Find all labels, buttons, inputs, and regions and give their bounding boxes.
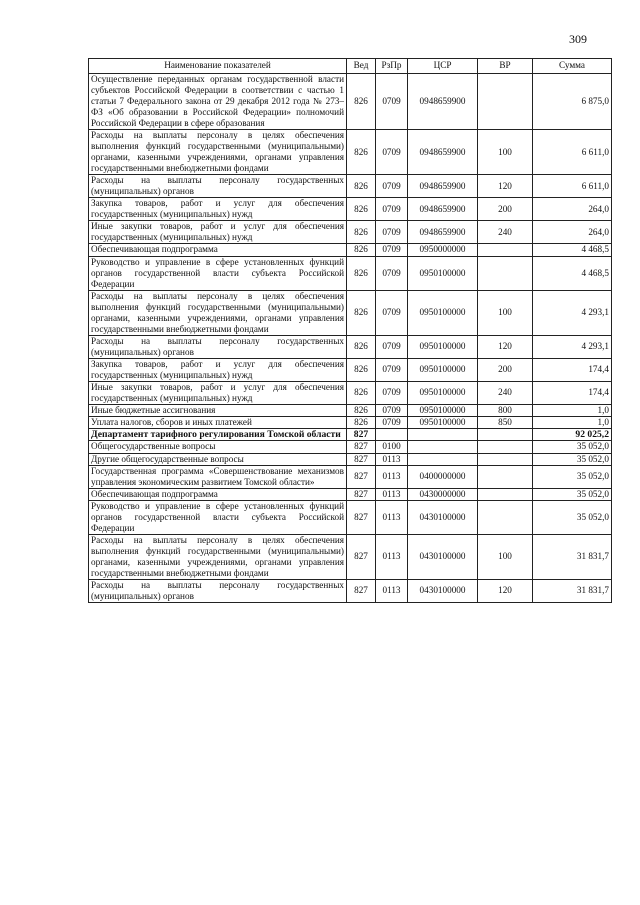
row-ved-cell: 826 <box>347 335 376 358</box>
table-row <box>89 358 612 381</box>
row-sum-cell: 6 611,0 <box>533 130 612 175</box>
row-ved-cell: 826 <box>347 74 376 130</box>
row-vr-cell <box>478 465 533 488</box>
row-ved-cell: 827 <box>347 453 376 465</box>
row-vr-cell: 200 <box>478 198 533 221</box>
row-csr-cell: 0948659900 <box>408 74 478 130</box>
row-sum-cell: 4 468,5 <box>533 244 612 256</box>
table-row <box>89 500 612 534</box>
row-csr-cell: 0430100000 <box>408 500 478 534</box>
table-row <box>89 335 612 358</box>
row-name-cell: Иные закупки товаров, работ и услуг для обеспечения государственных (муниципальных) нужд <box>89 381 347 404</box>
row-rzpr-cell: 0113 <box>376 579 408 602</box>
row-ved-cell: 827 <box>347 500 376 534</box>
row-sum-cell: 174,4 <box>533 358 612 381</box>
table-row <box>89 579 612 602</box>
row-sum-cell: 35 052,0 <box>533 500 612 534</box>
row-csr-cell: 0950000000 <box>408 244 478 256</box>
row-name-cell: Руководство и управление в сфере установленных функций органов государственной власти субъекта Российской Федерации <box>89 256 347 290</box>
row-name-cell: Расходы на выплаты персоналу государственных (муниципальных) органов <box>89 175 347 198</box>
row-name-cell: Обеспечивающая подпрограмма <box>89 488 347 500</box>
row-rzpr-cell: 0709 <box>376 335 408 358</box>
table-row <box>89 221 612 244</box>
row-name-cell: Другие общегосударственные вопросы <box>89 453 347 465</box>
row-ved-cell: 826 <box>347 198 376 221</box>
column-header-csr: ЦСР <box>408 59 478 74</box>
row-csr-cell <box>408 428 478 441</box>
row-sum-cell: 35 052,0 <box>533 488 612 500</box>
row-sum-cell: 4 468,5 <box>533 256 612 290</box>
table-row <box>89 290 612 335</box>
table-body <box>89 74 612 603</box>
row-vr-cell: 100 <box>478 534 533 579</box>
row-csr-cell: 0950100000 <box>408 290 478 335</box>
row-vr-cell: 100 <box>478 290 533 335</box>
table-row <box>89 404 612 416</box>
row-rzpr-cell: 0709 <box>376 404 408 416</box>
row-vr-cell <box>478 441 533 453</box>
row-rzpr-cell: 0709 <box>376 74 408 130</box>
row-csr-cell: 0950100000 <box>408 256 478 290</box>
row-name-cell: Общегосударственные вопросы <box>89 441 347 453</box>
row-csr-cell: 0950100000 <box>408 416 478 428</box>
row-sum-cell: 35 052,0 <box>533 441 612 453</box>
row-vr-cell: 100 <box>478 130 533 175</box>
page-number: 309 <box>569 32 587 46</box>
table-row <box>89 244 612 256</box>
table-row <box>89 465 612 488</box>
row-rzpr-cell: 0113 <box>376 500 408 534</box>
row-vr-cell: 200 <box>478 358 533 381</box>
row-ved-cell: 826 <box>347 358 376 381</box>
row-ved-cell: 827 <box>347 579 376 602</box>
row-csr-cell: 0948659900 <box>408 221 478 244</box>
row-csr-cell: 0948659900 <box>408 130 478 175</box>
table-header-row <box>89 59 612 74</box>
row-csr-cell: 0430100000 <box>408 534 478 579</box>
row-vr-cell <box>478 488 533 500</box>
row-ved-cell: 827 <box>347 534 376 579</box>
table-row <box>89 428 612 441</box>
row-sum-cell: 6 611,0 <box>533 175 612 198</box>
row-sum-cell: 31 831,7 <box>533 579 612 602</box>
row-rzpr-cell: 0709 <box>376 290 408 335</box>
row-csr-cell <box>408 441 478 453</box>
row-vr-cell: 240 <box>478 221 533 244</box>
row-sum-cell: 4 293,1 <box>533 290 612 335</box>
row-csr-cell: 0950100000 <box>408 335 478 358</box>
row-ved-cell: 826 <box>347 290 376 335</box>
row-sum-cell: 31 831,7 <box>533 534 612 579</box>
table-row <box>89 453 612 465</box>
row-rzpr-cell: 0709 <box>376 175 408 198</box>
row-csr-cell: 0948659900 <box>408 175 478 198</box>
column-header-rzpr: РзПр <box>376 59 408 74</box>
row-rzpr-cell: 0709 <box>376 381 408 404</box>
row-rzpr-cell: 0113 <box>376 534 408 579</box>
row-vr-cell: 120 <box>478 335 533 358</box>
row-name-cell: Уплата налогов, сборов и иных платежей <box>89 416 347 428</box>
table-row <box>89 74 612 130</box>
row-sum-cell: 35 052,0 <box>533 465 612 488</box>
row-vr-cell: 240 <box>478 381 533 404</box>
table-row <box>89 416 612 428</box>
column-header-vr: ВР <box>478 59 533 74</box>
row-sum-cell: 35 052,0 <box>533 453 612 465</box>
row-vr-cell <box>478 453 533 465</box>
row-name-cell: Закупка товаров, работ и услуг для обеспечения государственных (муниципальных) нужд <box>89 358 347 381</box>
row-sum-cell: 6 875,0 <box>533 74 612 130</box>
row-ved-cell: 826 <box>347 404 376 416</box>
column-header-name: Наименование показателей <box>89 59 347 74</box>
row-csr-cell: 0950100000 <box>408 404 478 416</box>
row-name-cell: Расходы на выплаты персоналу в целях обеспечения выполнения функций государственными (муниципальными) органами, казенными учреждениями, органами управления государственными внебюджетными фондами <box>89 130 347 175</box>
column-header-sum: Сумма <box>533 59 612 74</box>
row-name-cell: Расходы на выплаты персоналу государственных (муниципальных) органов <box>89 579 347 602</box>
row-sum-cell: 1,0 <box>533 416 612 428</box>
row-csr-cell: 0400000000 <box>408 465 478 488</box>
row-name-cell: Расходы на выплаты персоналу государственных (муниципальных) органов <box>89 335 347 358</box>
row-csr-cell: 0430000000 <box>408 488 478 500</box>
row-name-cell: Обеспечивающая подпрограмма <box>89 244 347 256</box>
table-row <box>89 175 612 198</box>
row-vr-cell: 120 <box>478 579 533 602</box>
row-name-cell: Руководство и управление в сфере установленных функций органов государственной власти субъекта Российской Федерации <box>89 500 347 534</box>
row-name-cell: Расходы на выплаты персоналу в целях обеспечения выполнения функций государственными (муниципальными) органами, казенными учреждениями, органами управления государственными внебюджетными фондами <box>89 534 347 579</box>
row-vr-cell <box>478 500 533 534</box>
row-name-cell: Расходы на выплаты персоналу в целях обеспечения выполнения функций государственными (муниципальными) органами, казенными учреждениями, органами управления государственными внебюджетными фондами <box>89 290 347 335</box>
row-sum-cell: 264,0 <box>533 221 612 244</box>
row-rzpr-cell <box>376 428 408 441</box>
row-name-cell: Государственная программа «Совершенствование механизмов управления экономическим развитием Томской области» <box>89 465 347 488</box>
row-rzpr-cell: 0113 <box>376 488 408 500</box>
column-header-ved: Вед <box>347 59 376 74</box>
row-vr-cell <box>478 244 533 256</box>
row-vr-cell: 800 <box>478 404 533 416</box>
row-ved-cell: 826 <box>347 416 376 428</box>
row-ved-cell: 827 <box>347 428 376 441</box>
row-rzpr-cell: 0709 <box>376 198 408 221</box>
row-csr-cell <box>408 453 478 465</box>
row-rzpr-cell: 0709 <box>376 416 408 428</box>
table-row <box>89 198 612 221</box>
row-sum-cell: 264,0 <box>533 198 612 221</box>
row-ved-cell: 826 <box>347 256 376 290</box>
row-vr-cell <box>478 428 533 441</box>
budget-table <box>88 58 612 603</box>
row-csr-cell: 0430100000 <box>408 579 478 602</box>
row-ved-cell: 826 <box>347 381 376 404</box>
row-sum-cell: 174,4 <box>533 381 612 404</box>
row-rzpr-cell: 0709 <box>376 358 408 381</box>
row-ved-cell: 826 <box>347 175 376 198</box>
row-rzpr-cell: 0100 <box>376 441 408 453</box>
row-name-cell: Осуществление переданных органам государственной власти субъектов Российской Федерации в соответствии с частью 1 статьи 7 Федерального закона от 29 декабря 2012 года № 273–ФЗ «Об образовании в Российской Федерации» полномочий Российской Федерации в сфере образования <box>89 74 347 130</box>
row-ved-cell: 826 <box>347 221 376 244</box>
table-row <box>89 130 612 175</box>
row-ved-cell: 826 <box>347 244 376 256</box>
row-vr-cell: 120 <box>478 175 533 198</box>
row-vr-cell: 850 <box>478 416 533 428</box>
row-ved-cell: 827 <box>347 488 376 500</box>
row-vr-cell <box>478 74 533 130</box>
table-row <box>89 441 612 453</box>
row-csr-cell: 0950100000 <box>408 358 478 381</box>
row-name-cell: Закупка товаров, работ и услуг для обеспечения государственных (муниципальных) нужд <box>89 198 347 221</box>
row-rzpr-cell: 0113 <box>376 465 408 488</box>
row-csr-cell: 0950100000 <box>408 381 478 404</box>
row-rzpr-cell: 0709 <box>376 244 408 256</box>
row-sum-cell: 1,0 <box>533 404 612 416</box>
row-ved-cell: 827 <box>347 441 376 453</box>
table-row <box>89 488 612 500</box>
row-rzpr-cell: 0709 <box>376 221 408 244</box>
row-rzpr-cell: 0113 <box>376 453 408 465</box>
table-row <box>89 256 612 290</box>
row-ved-cell: 827 <box>347 465 376 488</box>
table-row <box>89 534 612 579</box>
row-csr-cell: 0948659900 <box>408 198 478 221</box>
row-rzpr-cell: 0709 <box>376 256 408 290</box>
row-name-cell: Иные бюджетные ассигнования <box>89 404 347 416</box>
table-row <box>89 381 612 404</box>
row-ved-cell: 826 <box>347 130 376 175</box>
row-name-cell: Иные закупки товаров, работ и услуг для обеспечения государственных (муниципальных) нужд <box>89 221 347 244</box>
row-vr-cell <box>478 256 533 290</box>
row-sum-cell: 4 293,1 <box>533 335 612 358</box>
row-rzpr-cell: 0709 <box>376 130 408 175</box>
row-sum-cell: 92 025,2 <box>533 428 612 441</box>
row-name-cell: Департамент тарифного регулирования Томской области <box>89 428 347 441</box>
